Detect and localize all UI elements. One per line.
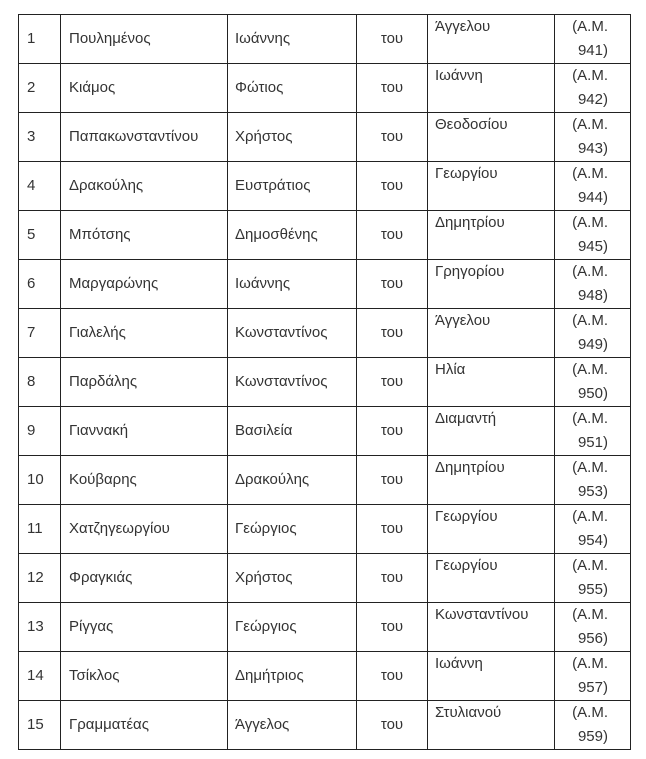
registry-number-prefix: (Α.Μ. bbox=[572, 312, 608, 329]
registry-number-cell bbox=[555, 603, 631, 652]
row-number-cell: 2 bbox=[19, 64, 61, 113]
patronymic-connector-cell: του bbox=[357, 15, 428, 64]
table-row bbox=[19, 309, 631, 358]
table-row bbox=[19, 64, 631, 113]
roster-table bbox=[18, 14, 631, 750]
surname-cell: Γιαλελής bbox=[61, 309, 228, 358]
patronymic-connector-cell: του bbox=[357, 456, 428, 505]
father-name-cell: Στυλιανού bbox=[428, 701, 555, 750]
registry-number-cell bbox=[555, 358, 631, 407]
father-name-cell: Άγγελου bbox=[428, 15, 555, 64]
patronymic-connector-cell: του bbox=[357, 505, 428, 554]
registry-number-prefix: (Α.Μ. bbox=[572, 606, 608, 623]
registry-number-prefix: (Α.Μ. bbox=[572, 459, 608, 476]
registry-number-value: 948) bbox=[577, 287, 608, 304]
father-name-cell: Δημητρίου bbox=[428, 211, 555, 260]
patronymic-connector-cell: του bbox=[357, 162, 428, 211]
first-name-cell: Ευστράτιος bbox=[228, 162, 357, 211]
first-name-cell: Γεώργιος bbox=[228, 505, 357, 554]
patronymic-connector-cell: του bbox=[357, 260, 428, 309]
registry-number-prefix: (Α.Μ. bbox=[572, 508, 608, 525]
registry-number-cell bbox=[555, 113, 631, 162]
registry-number-cell bbox=[555, 456, 631, 505]
father-name-cell: Διαμαντή bbox=[428, 407, 555, 456]
surname-cell: Φραγκιάς bbox=[61, 554, 228, 603]
registry-number-prefix: (Α.Μ. bbox=[572, 410, 608, 427]
registry-number-value: 953) bbox=[577, 483, 608, 500]
table-row bbox=[19, 505, 631, 554]
table-row bbox=[19, 701, 631, 750]
row-number-cell: 9 bbox=[19, 407, 61, 456]
first-name-cell: Χρήστος bbox=[228, 554, 357, 603]
surname-cell: Μαργαρώνης bbox=[61, 260, 228, 309]
patronymic-connector-cell: του bbox=[357, 211, 428, 260]
patronymic-connector-cell: του bbox=[357, 407, 428, 456]
registry-number-value: 945) bbox=[577, 238, 608, 255]
row-number-cell: 13 bbox=[19, 603, 61, 652]
registry-number-value: 956) bbox=[577, 630, 608, 647]
surname-cell: Δρακούλης bbox=[61, 162, 228, 211]
father-name-cell: Κωνσταντίνου bbox=[428, 603, 555, 652]
row-number-cell: 7 bbox=[19, 309, 61, 358]
first-name-cell: Δημήτριος bbox=[228, 652, 357, 701]
registry-number-prefix: (Α.Μ. bbox=[572, 165, 608, 182]
row-number-cell: 8 bbox=[19, 358, 61, 407]
registry-number-cell bbox=[555, 64, 631, 113]
first-name-cell: Βασιλεία bbox=[228, 407, 357, 456]
table-row bbox=[19, 358, 631, 407]
table-row bbox=[19, 603, 631, 652]
first-name-cell: Φώτιος bbox=[228, 64, 357, 113]
surname-cell: Πουλημένος bbox=[61, 15, 228, 64]
first-name-cell: Δημοσθένης bbox=[228, 211, 357, 260]
registry-number-prefix: (Α.Μ. bbox=[572, 361, 608, 378]
patronymic-connector-cell: του bbox=[357, 652, 428, 701]
patronymic-connector-cell: του bbox=[357, 554, 428, 603]
patronymic-connector-cell: του bbox=[357, 113, 428, 162]
father-name-cell: Ιωάννη bbox=[428, 64, 555, 113]
registry-number-cell bbox=[555, 554, 631, 603]
registry-number-value: 954) bbox=[577, 532, 608, 549]
first-name-cell: Δρακούλης bbox=[228, 456, 357, 505]
registry-number-value: 955) bbox=[577, 581, 608, 598]
first-name-cell: Άγγελος bbox=[228, 701, 357, 750]
registry-number-cell bbox=[555, 701, 631, 750]
surname-cell: Κιάμος bbox=[61, 64, 228, 113]
row-number-cell: 10 bbox=[19, 456, 61, 505]
document-wrapper bbox=[18, 14, 631, 750]
father-name-cell: Γεωργίου bbox=[428, 505, 555, 554]
registry-number-value: 943) bbox=[577, 140, 608, 157]
registry-number-cell bbox=[555, 211, 631, 260]
row-number-cell: 12 bbox=[19, 554, 61, 603]
registry-number-cell bbox=[555, 162, 631, 211]
registry-number-value: 957) bbox=[577, 679, 608, 696]
father-name-cell: Ηλία bbox=[428, 358, 555, 407]
registry-number-prefix: (Α.Μ. bbox=[572, 116, 608, 133]
table-row bbox=[19, 554, 631, 603]
row-number-cell: 11 bbox=[19, 505, 61, 554]
row-number-cell: 15 bbox=[19, 701, 61, 750]
father-name-cell: Άγγελου bbox=[428, 309, 555, 358]
registry-number-value: 951) bbox=[577, 434, 608, 451]
surname-cell: Παπακωνσταντίνου bbox=[61, 113, 228, 162]
roster-table-body bbox=[19, 15, 631, 750]
registry-number-cell bbox=[555, 260, 631, 309]
registry-number-value: 949) bbox=[577, 336, 608, 353]
table-row bbox=[19, 162, 631, 211]
registry-number-prefix: (Α.Μ. bbox=[572, 655, 608, 672]
row-number-cell: 5 bbox=[19, 211, 61, 260]
registry-number-prefix: (Α.Μ. bbox=[572, 557, 608, 574]
patronymic-connector-cell: του bbox=[357, 309, 428, 358]
registry-number-prefix: (Α.Μ. bbox=[572, 67, 608, 84]
surname-cell: Τσίκλος bbox=[61, 652, 228, 701]
surname-cell: Γιαννακή bbox=[61, 407, 228, 456]
row-number-cell: 4 bbox=[19, 162, 61, 211]
table-row bbox=[19, 211, 631, 260]
surname-cell: Χατζηγεωργίου bbox=[61, 505, 228, 554]
table-row bbox=[19, 456, 631, 505]
table-row bbox=[19, 113, 631, 162]
registry-number-cell bbox=[555, 652, 631, 701]
first-name-cell: Γεώργιος bbox=[228, 603, 357, 652]
registry-number-prefix: (Α.Μ. bbox=[572, 214, 608, 231]
table-row bbox=[19, 407, 631, 456]
first-name-cell: Ιωάννης bbox=[228, 15, 357, 64]
table-row bbox=[19, 652, 631, 701]
father-name-cell: Ιωάννη bbox=[428, 652, 555, 701]
table-row bbox=[19, 260, 631, 309]
surname-cell: Παρδάλης bbox=[61, 358, 228, 407]
first-name-cell: Κωνσταντίνος bbox=[228, 309, 357, 358]
surname-cell: Ρίγγας bbox=[61, 603, 228, 652]
father-name-cell: Γεωργίου bbox=[428, 554, 555, 603]
first-name-cell: Χρήστος bbox=[228, 113, 357, 162]
first-name-cell: Ιωάννης bbox=[228, 260, 357, 309]
registry-number-value: 942) bbox=[577, 91, 608, 108]
registry-number-value: 959) bbox=[577, 728, 608, 745]
row-number-cell: 1 bbox=[19, 15, 61, 64]
registry-number-prefix: (Α.Μ. bbox=[572, 263, 608, 280]
row-number-cell: 6 bbox=[19, 260, 61, 309]
table-row bbox=[19, 15, 631, 64]
patronymic-connector-cell: του bbox=[357, 64, 428, 113]
registry-number-prefix: (Α.Μ. bbox=[572, 18, 608, 35]
registry-number-value: 944) bbox=[577, 189, 608, 206]
registry-number-value: 950) bbox=[577, 385, 608, 402]
surname-cell: Μπότσης bbox=[61, 211, 228, 260]
registry-number-value: 941) bbox=[577, 42, 608, 59]
registry-number-cell bbox=[555, 407, 631, 456]
registry-number-cell bbox=[555, 15, 631, 64]
registry-number-cell bbox=[555, 309, 631, 358]
father-name-cell: Θεοδοσίου bbox=[428, 113, 555, 162]
first-name-cell: Κωνσταντίνος bbox=[228, 358, 357, 407]
father-name-cell: Γρηγορίου bbox=[428, 260, 555, 309]
surname-cell: Γραμματέας bbox=[61, 701, 228, 750]
father-name-cell: Δημητρίου bbox=[428, 456, 555, 505]
patronymic-connector-cell: του bbox=[357, 701, 428, 750]
registry-number-cell bbox=[555, 505, 631, 554]
row-number-cell: 3 bbox=[19, 113, 61, 162]
surname-cell: Κούβαρης bbox=[61, 456, 228, 505]
registry-number-prefix: (Α.Μ. bbox=[572, 704, 608, 721]
patronymic-connector-cell: του bbox=[357, 358, 428, 407]
patronymic-connector-cell: του bbox=[357, 603, 428, 652]
row-number-cell: 14 bbox=[19, 652, 61, 701]
father-name-cell: Γεωργίου bbox=[428, 162, 555, 211]
